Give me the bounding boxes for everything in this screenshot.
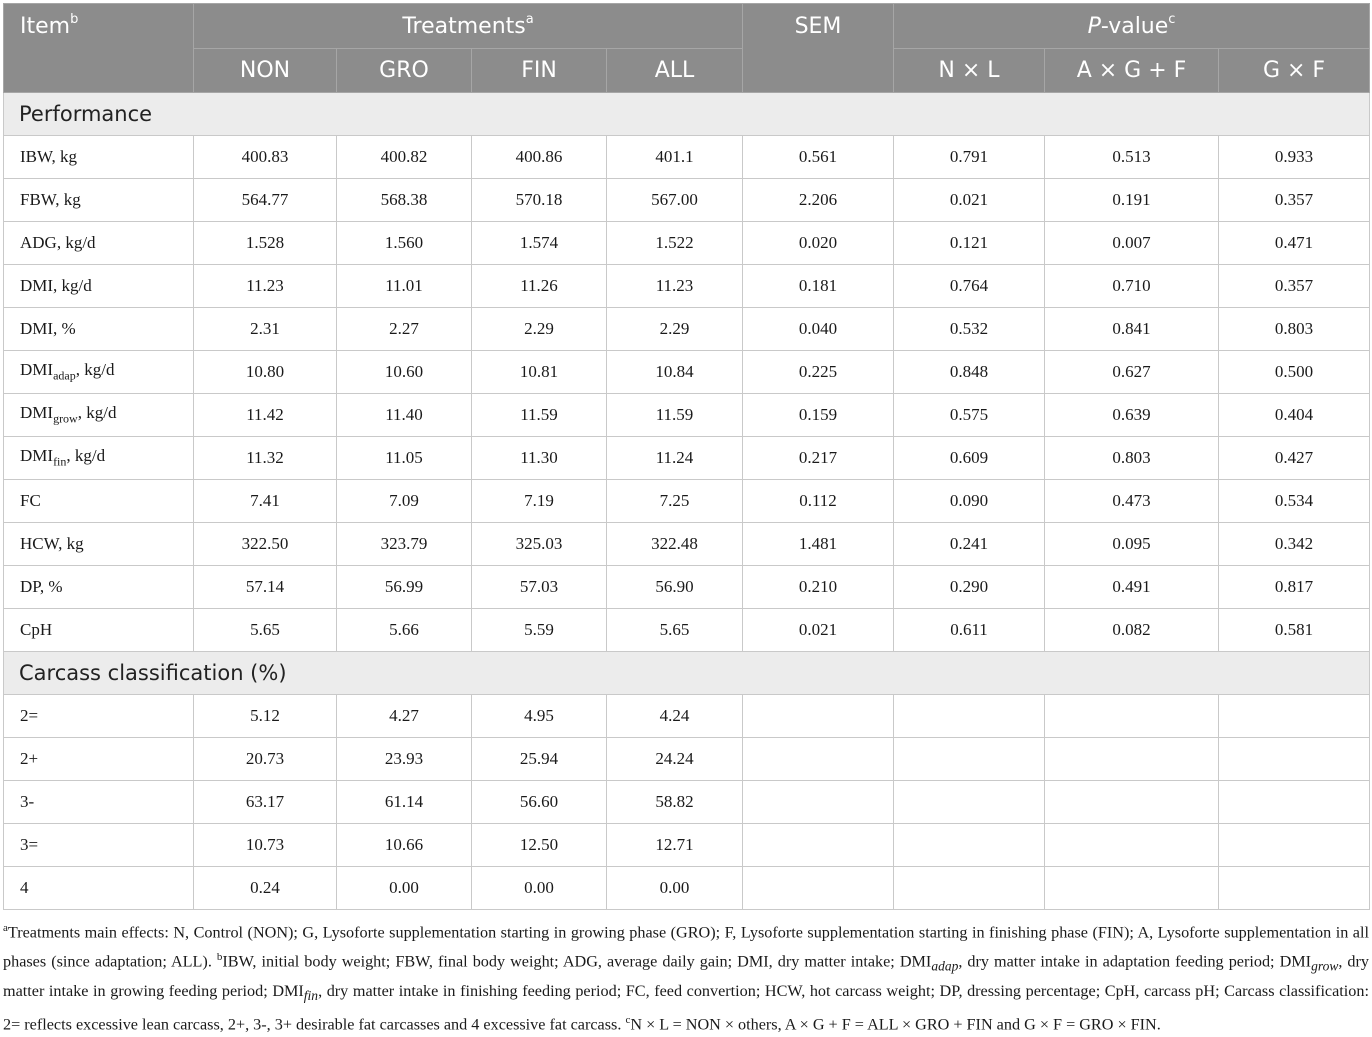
pvalue-header: P-value$^c$ (894, 4, 1370, 49)
table-cell: 10.73 (194, 824, 337, 867)
row-label: FBW, kg (4, 179, 194, 222)
table-cell: 7.41 (194, 480, 337, 523)
table-cell: 57.03 (472, 566, 607, 609)
table-row (4, 222, 1370, 265)
table-cell: 23.93 (337, 738, 472, 781)
row-label: HCW, kg (4, 523, 194, 566)
table-row (4, 480, 1370, 523)
table-cell: 0.534 (1219, 480, 1370, 523)
table-cell: 10.80 (194, 351, 337, 394)
table-cell: 0.121 (894, 222, 1045, 265)
table-cell: 0.021 (743, 609, 894, 652)
table-cell: 20.73 (194, 738, 337, 781)
table-cell: 25.94 (472, 738, 607, 781)
table-cell: 0.841 (1045, 308, 1219, 351)
col-header-fin: FIN (472, 49, 607, 93)
table-cell: 0.342 (1219, 523, 1370, 566)
table-cell: 322.48 (607, 523, 743, 566)
table-cell: 0.00 (607, 867, 743, 910)
row-label: DMI, kg/d (4, 265, 194, 308)
table-cell: 0.217 (743, 437, 894, 480)
table-cell (743, 738, 894, 781)
table-row (4, 351, 1370, 394)
section-row (4, 93, 1370, 136)
table-cell: 400.82 (337, 136, 472, 179)
table-cell: 0.24 (194, 867, 337, 910)
table-cell: 10.81 (472, 351, 607, 394)
table-cell: 0.020 (743, 222, 894, 265)
table-row (4, 695, 1370, 738)
table-cell: 0.159 (743, 394, 894, 437)
table-cell: 2.27 (337, 308, 472, 351)
table-cell: 4.95 (472, 695, 607, 738)
table-cell: 0.611 (894, 609, 1045, 652)
table-cell: 0.427 (1219, 437, 1370, 480)
table-cell: 5.66 (337, 609, 472, 652)
table-cell (894, 695, 1045, 738)
row-label: CpH (4, 609, 194, 652)
table-cell: 400.86 (472, 136, 607, 179)
section-row (4, 652, 1370, 695)
table-cell: 5.65 (607, 609, 743, 652)
table-cell: 11.26 (472, 265, 607, 308)
table-cell: 4.24 (607, 695, 743, 738)
table-cell: 61.14 (337, 781, 472, 824)
table-cell (894, 738, 1045, 781)
table-cell (894, 867, 1045, 910)
table-footnote: $^a$Treatments main effects: N, Control (NON); G, Lysoforte supplementation starting in growing phase (GRO); F, Lysoforte supplementation starting in finishing phase (FIN); A, Lysoforte supplementation in all phases (since adaptation; ALL). $^b$IBW, initial body weight; FBW, final body weight; ADG, average daily gain; DMI, dry matter intake; $DMI_{adap}$, dry matter intake in adaptation feeding period; $DMI_{grow}$, dry matter intake in growing feeding period; $DMI_{fin}$, dry matter intake in finishing feeding period; FC, feed convertion; HCW, hot carcass weight; DP, dressing percentage; CpH, carcass pH; Carcass classification: 2= reflects excessive lean carcass, 2+, 3-, 3+ desirable fat carcasses and 4 excessive fat carcass. $^c$N × L = NON × others, A × G + F = ALL × GRO + FIN and G × F = GRO × FIN. (3, 922, 1369, 1034)
table-row (4, 394, 1370, 437)
table-cell: 401.1 (607, 136, 743, 179)
table-cell: 11.01 (337, 265, 472, 308)
header-row-2 (4, 49, 1370, 93)
table-cell: 0.609 (894, 437, 1045, 480)
table-cell: 0.627 (1045, 351, 1219, 394)
table-cell: 5.59 (472, 609, 607, 652)
table-cell: 0.040 (743, 308, 894, 351)
table-cell (743, 824, 894, 867)
table-cell: 0.791 (894, 136, 1045, 179)
table-cell (1219, 738, 1370, 781)
table-cell: 12.71 (607, 824, 743, 867)
table-cell: 7.09 (337, 480, 472, 523)
row-label: $DMI_{grow}$, kg/d (4, 394, 194, 437)
table-cell: 11.40 (337, 394, 472, 437)
col-header-axgf: A × G + F (1045, 49, 1219, 93)
table-cell: 24.24 (607, 738, 743, 781)
table-cell: 63.17 (194, 781, 337, 824)
table-cell: 11.59 (607, 394, 743, 437)
table-cell: 0.581 (1219, 609, 1370, 652)
table-cell: 2.31 (194, 308, 337, 351)
table-cell: 0.933 (1219, 136, 1370, 179)
row-label: $DMI_{fin}$, kg/d (4, 437, 194, 480)
table-cell: 2.206 (743, 179, 894, 222)
row-label: ADG, kg/d (4, 222, 194, 265)
table-cell: 4.27 (337, 695, 472, 738)
table-cell: 2.29 (607, 308, 743, 351)
table-cell (1219, 867, 1370, 910)
table-cell: 5.65 (194, 609, 337, 652)
row-label: FC (4, 480, 194, 523)
table-cell: 11.30 (472, 437, 607, 480)
table-cell: 11.23 (607, 265, 743, 308)
table-cell: 0.532 (894, 308, 1045, 351)
table-row (4, 437, 1370, 480)
col-header-gxf: G × F (1219, 49, 1370, 93)
table-cell (743, 695, 894, 738)
row-label: DMI, % (4, 308, 194, 351)
table-cell (894, 824, 1045, 867)
col-header-all: ALL (607, 49, 743, 93)
table-cell: 11.23 (194, 265, 337, 308)
table-cell (1045, 824, 1219, 867)
table-cell (1045, 781, 1219, 824)
table-cell: 10.66 (337, 824, 472, 867)
table-cell: 0.471 (1219, 222, 1370, 265)
table-cell: 12.50 (472, 824, 607, 867)
table-cell: 322.50 (194, 523, 337, 566)
table-cell: 0.357 (1219, 265, 1370, 308)
table-cell: 2.29 (472, 308, 607, 351)
table-cell: 0.710 (1045, 265, 1219, 308)
table-cell: 0.210 (743, 566, 894, 609)
table-cell: 325.03 (472, 523, 607, 566)
section-title: Performance (4, 93, 1370, 136)
table-cell: 0.817 (1219, 566, 1370, 609)
table-row (4, 609, 1370, 652)
table-cell: 7.19 (472, 480, 607, 523)
table-cell: 0.225 (743, 351, 894, 394)
table-cell (1219, 781, 1370, 824)
table-cell (1045, 695, 1219, 738)
table-cell: 1.574 (472, 222, 607, 265)
table-cell: 11.42 (194, 394, 337, 437)
table-cell: 0.290 (894, 566, 1045, 609)
table-row (4, 566, 1370, 609)
table-cell: 0.404 (1219, 394, 1370, 437)
table-cell: 7.25 (607, 480, 743, 523)
table-cell (1219, 824, 1370, 867)
row-label: DP, % (4, 566, 194, 609)
table-cell: 0.00 (337, 867, 472, 910)
table-cell: 0.181 (743, 265, 894, 308)
table-cell: 0.090 (894, 480, 1045, 523)
table-row (4, 308, 1370, 351)
table-cell: 0.848 (894, 351, 1045, 394)
table-cell (743, 867, 894, 910)
table-row (4, 523, 1370, 566)
table-body (4, 93, 1370, 910)
table-cell: 0.513 (1045, 136, 1219, 179)
table-cell: 5.12 (194, 695, 337, 738)
table-cell: 0.803 (1219, 308, 1370, 351)
table-cell: 56.99 (337, 566, 472, 609)
section-title: Carcass classification (%) (4, 652, 1370, 695)
table-cell: 11.32 (194, 437, 337, 480)
results-table (3, 3, 1370, 910)
table-cell: 10.84 (607, 351, 743, 394)
header-row-1 (4, 4, 1370, 49)
table-row (4, 824, 1370, 867)
table-row (4, 738, 1370, 781)
table-cell: 0.561 (743, 136, 894, 179)
table-cell: 400.83 (194, 136, 337, 179)
sem-header: SEM (743, 4, 894, 93)
table-cell (1045, 867, 1219, 910)
table-cell: 0.764 (894, 265, 1045, 308)
row-label: 2= (4, 695, 194, 738)
table-cell (894, 781, 1045, 824)
table-cell: 570.18 (472, 179, 607, 222)
row-label: 2+ (4, 738, 194, 781)
table-cell: 1.481 (743, 523, 894, 566)
table-cell: 0.095 (1045, 523, 1219, 566)
table-cell: 0.191 (1045, 179, 1219, 222)
table-cell: 11.05 (337, 437, 472, 480)
table-cell: 56.90 (607, 566, 743, 609)
table-cell: 564.77 (194, 179, 337, 222)
table-cell: 0.021 (894, 179, 1045, 222)
table-cell: 10.60 (337, 351, 472, 394)
table-cell: 0.500 (1219, 351, 1370, 394)
table-row (4, 265, 1370, 308)
table-cell: 1.522 (607, 222, 743, 265)
table-cell: 1.528 (194, 222, 337, 265)
col-header-gro: GRO (337, 49, 472, 93)
table-cell: 567.00 (607, 179, 743, 222)
table-cell: 568.38 (337, 179, 472, 222)
table-row (4, 781, 1370, 824)
table-cell: 0.473 (1045, 480, 1219, 523)
table-cell: 0.112 (743, 480, 894, 523)
table-row (4, 136, 1370, 179)
row-label: $DMI_{adap}$, kg/d (4, 351, 194, 394)
table-row (4, 867, 1370, 910)
row-label: IBW, kg (4, 136, 194, 179)
col-header-non: NON (194, 49, 337, 93)
table-cell: 57.14 (194, 566, 337, 609)
table-cell: 0.803 (1045, 437, 1219, 480)
table-cell: 0.639 (1045, 394, 1219, 437)
table-cell: 0.007 (1045, 222, 1219, 265)
row-label: 4 (4, 867, 194, 910)
table-cell: 0.575 (894, 394, 1045, 437)
table-cell: 1.560 (337, 222, 472, 265)
table-cell: 323.79 (337, 523, 472, 566)
col-header-nxl: N × L (894, 49, 1045, 93)
table-cell: 56.60 (472, 781, 607, 824)
table-cell: 0.491 (1045, 566, 1219, 609)
table-cell: 0.00 (472, 867, 607, 910)
table-cell: 11.24 (607, 437, 743, 480)
row-label: 3= (4, 824, 194, 867)
table-cell (1045, 738, 1219, 781)
table-cell: 0.082 (1045, 609, 1219, 652)
row-label: 3- (4, 781, 194, 824)
table-cell: 0.241 (894, 523, 1045, 566)
item-header: Item$^b$ (4, 4, 194, 93)
table-row (4, 179, 1370, 222)
table-cell (743, 781, 894, 824)
table-cell (1219, 695, 1370, 738)
table-cell: 0.357 (1219, 179, 1370, 222)
table-cell: 11.59 (472, 394, 607, 437)
table-cell: 58.82 (607, 781, 743, 824)
treatments-header: Treatments$^a$ (194, 4, 743, 49)
